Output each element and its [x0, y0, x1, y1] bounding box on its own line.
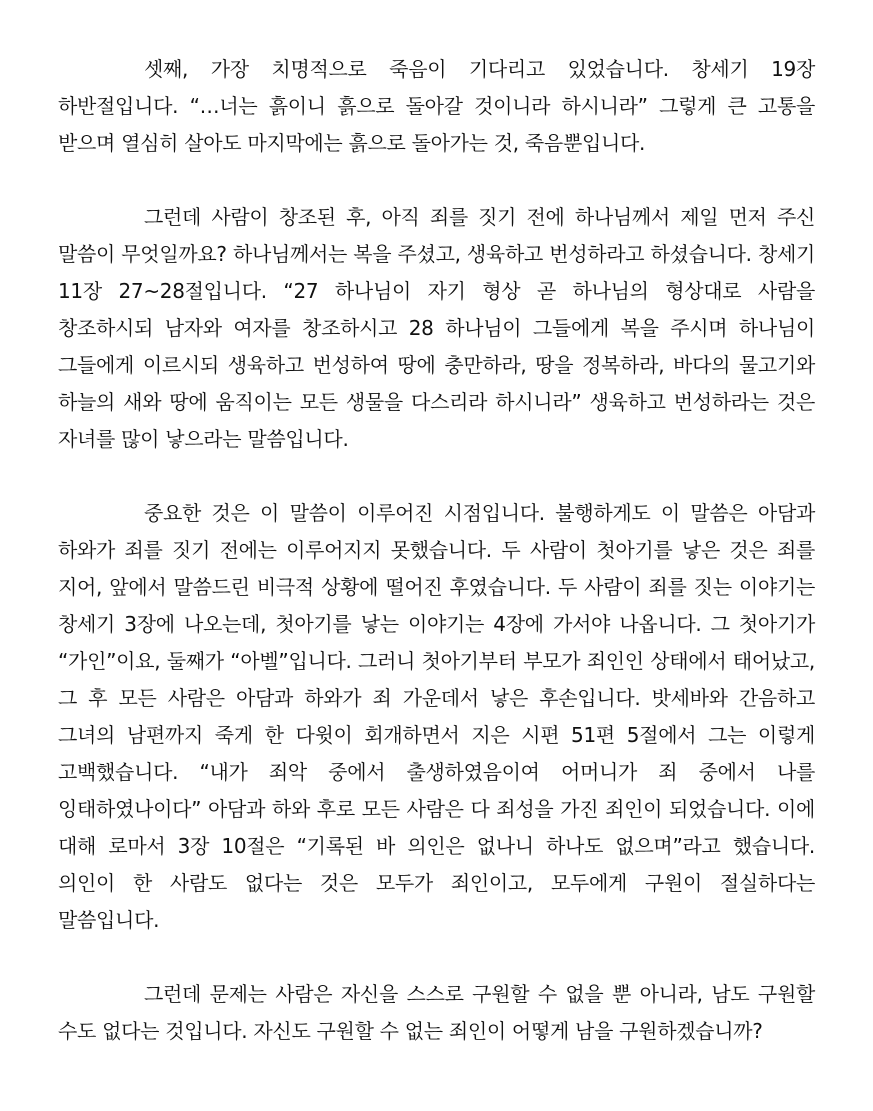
paragraph-first-blessing: 그런데 사람이 창조된 후, 아직 죄를 짓기 전에 하나님께서 제일 먼저 주신 말씀이 무엇일까요? 하나님께서는 복을 주셨고, 생육하고 번성하라고 하셨습니다. 창세기 11장 27~28절입니다. “27 하나님이 자기 형상 곧 하나님의 형상대로 사람을 창조하시되 남자와 여자를 창조하시고 28 하나님이 그들에게 복을 주시며 하나님이 그들에게 이르시되 생육하고 번성하여 땅에 충만하라, 땅을 정복하라, 바다의 물고기와 하늘의 새와 땅에 움직이는 모든 생물을 다스리라 하시니라” 생육하고 번성하라는 것은 자녀를 많이 낳으라는 말씀입니다. [58, 205, 815, 451]
paragraph-timing: 중요한 것은 이 말씀이 이루어진 시점입니다. 불행하게도 이 말씀은 아담과 하와가 죄를 짓기 전에는 이루어지지 못했습니다. 두 사람이 첫아기를 낳은 것은 죄를 지어, 앞에서 말씀드린 비극적 상황에 떨어진 후였습니다. 두 사람이 죄를 짓는 이야기는 창세기 3장에 나오는데, 첫아기를 낳는 이야기는 4장에 가서야 나옵니다. 그 첫아기가 “가인”이요, 둘째가 “아벨”입니다. 그러니 첫아기부터 부모가 죄인인 상태에서 태어났고, 그 후 모든 사람은 아담과 하와가 죄 가운데서 낳은 후손입니다. 밧세바와 간음하고 그녀의 남편까지 죽게 한 다윗이 회개하면서 지은 시편 51편 5절에서 그는 이렇게 고백했습니다. “내가 죄악 중에서 출생하였음이여 어머니가 죄 중에서 나를 잉태하였나이다” 아담과 하와 후로 모든 사람은 다 죄성을 가진 죄인이 되었습니다. 이에 대해 로마서 3장 10절은 “기록된 바 의인은 없나니 하나도 없으며”라고 했습니다. 의인이 한 사람도 없다는 것은 모두가 죄인이고, 모두에게 구원이 절실하다는 말씀입니다. [58, 501, 815, 932]
paragraph-salvation-problem: 그런데 문제는 사람은 자신을 스스로 구원할 수 없을 뿐 아니라, 남도 구원할 수도 없다는 것입니다. 자신도 구원할 수 없는 죄인이 어떻게 남을 구원하겠습니까? [58, 982, 815, 1043]
paragraph-death: 셋째, 가장 치명적으로 죽음이 기다리고 있었습니다. 창세기 19장 하반절입니다. “…너는 흙이니 흙으로 돌아갈 것이니라 하시니라” 그렇게 큰 고통을 받으며 열심히 살아도 마지막에는 흙으로 돌아가는 것, 죽음뿐입니다. [58, 57, 815, 155]
